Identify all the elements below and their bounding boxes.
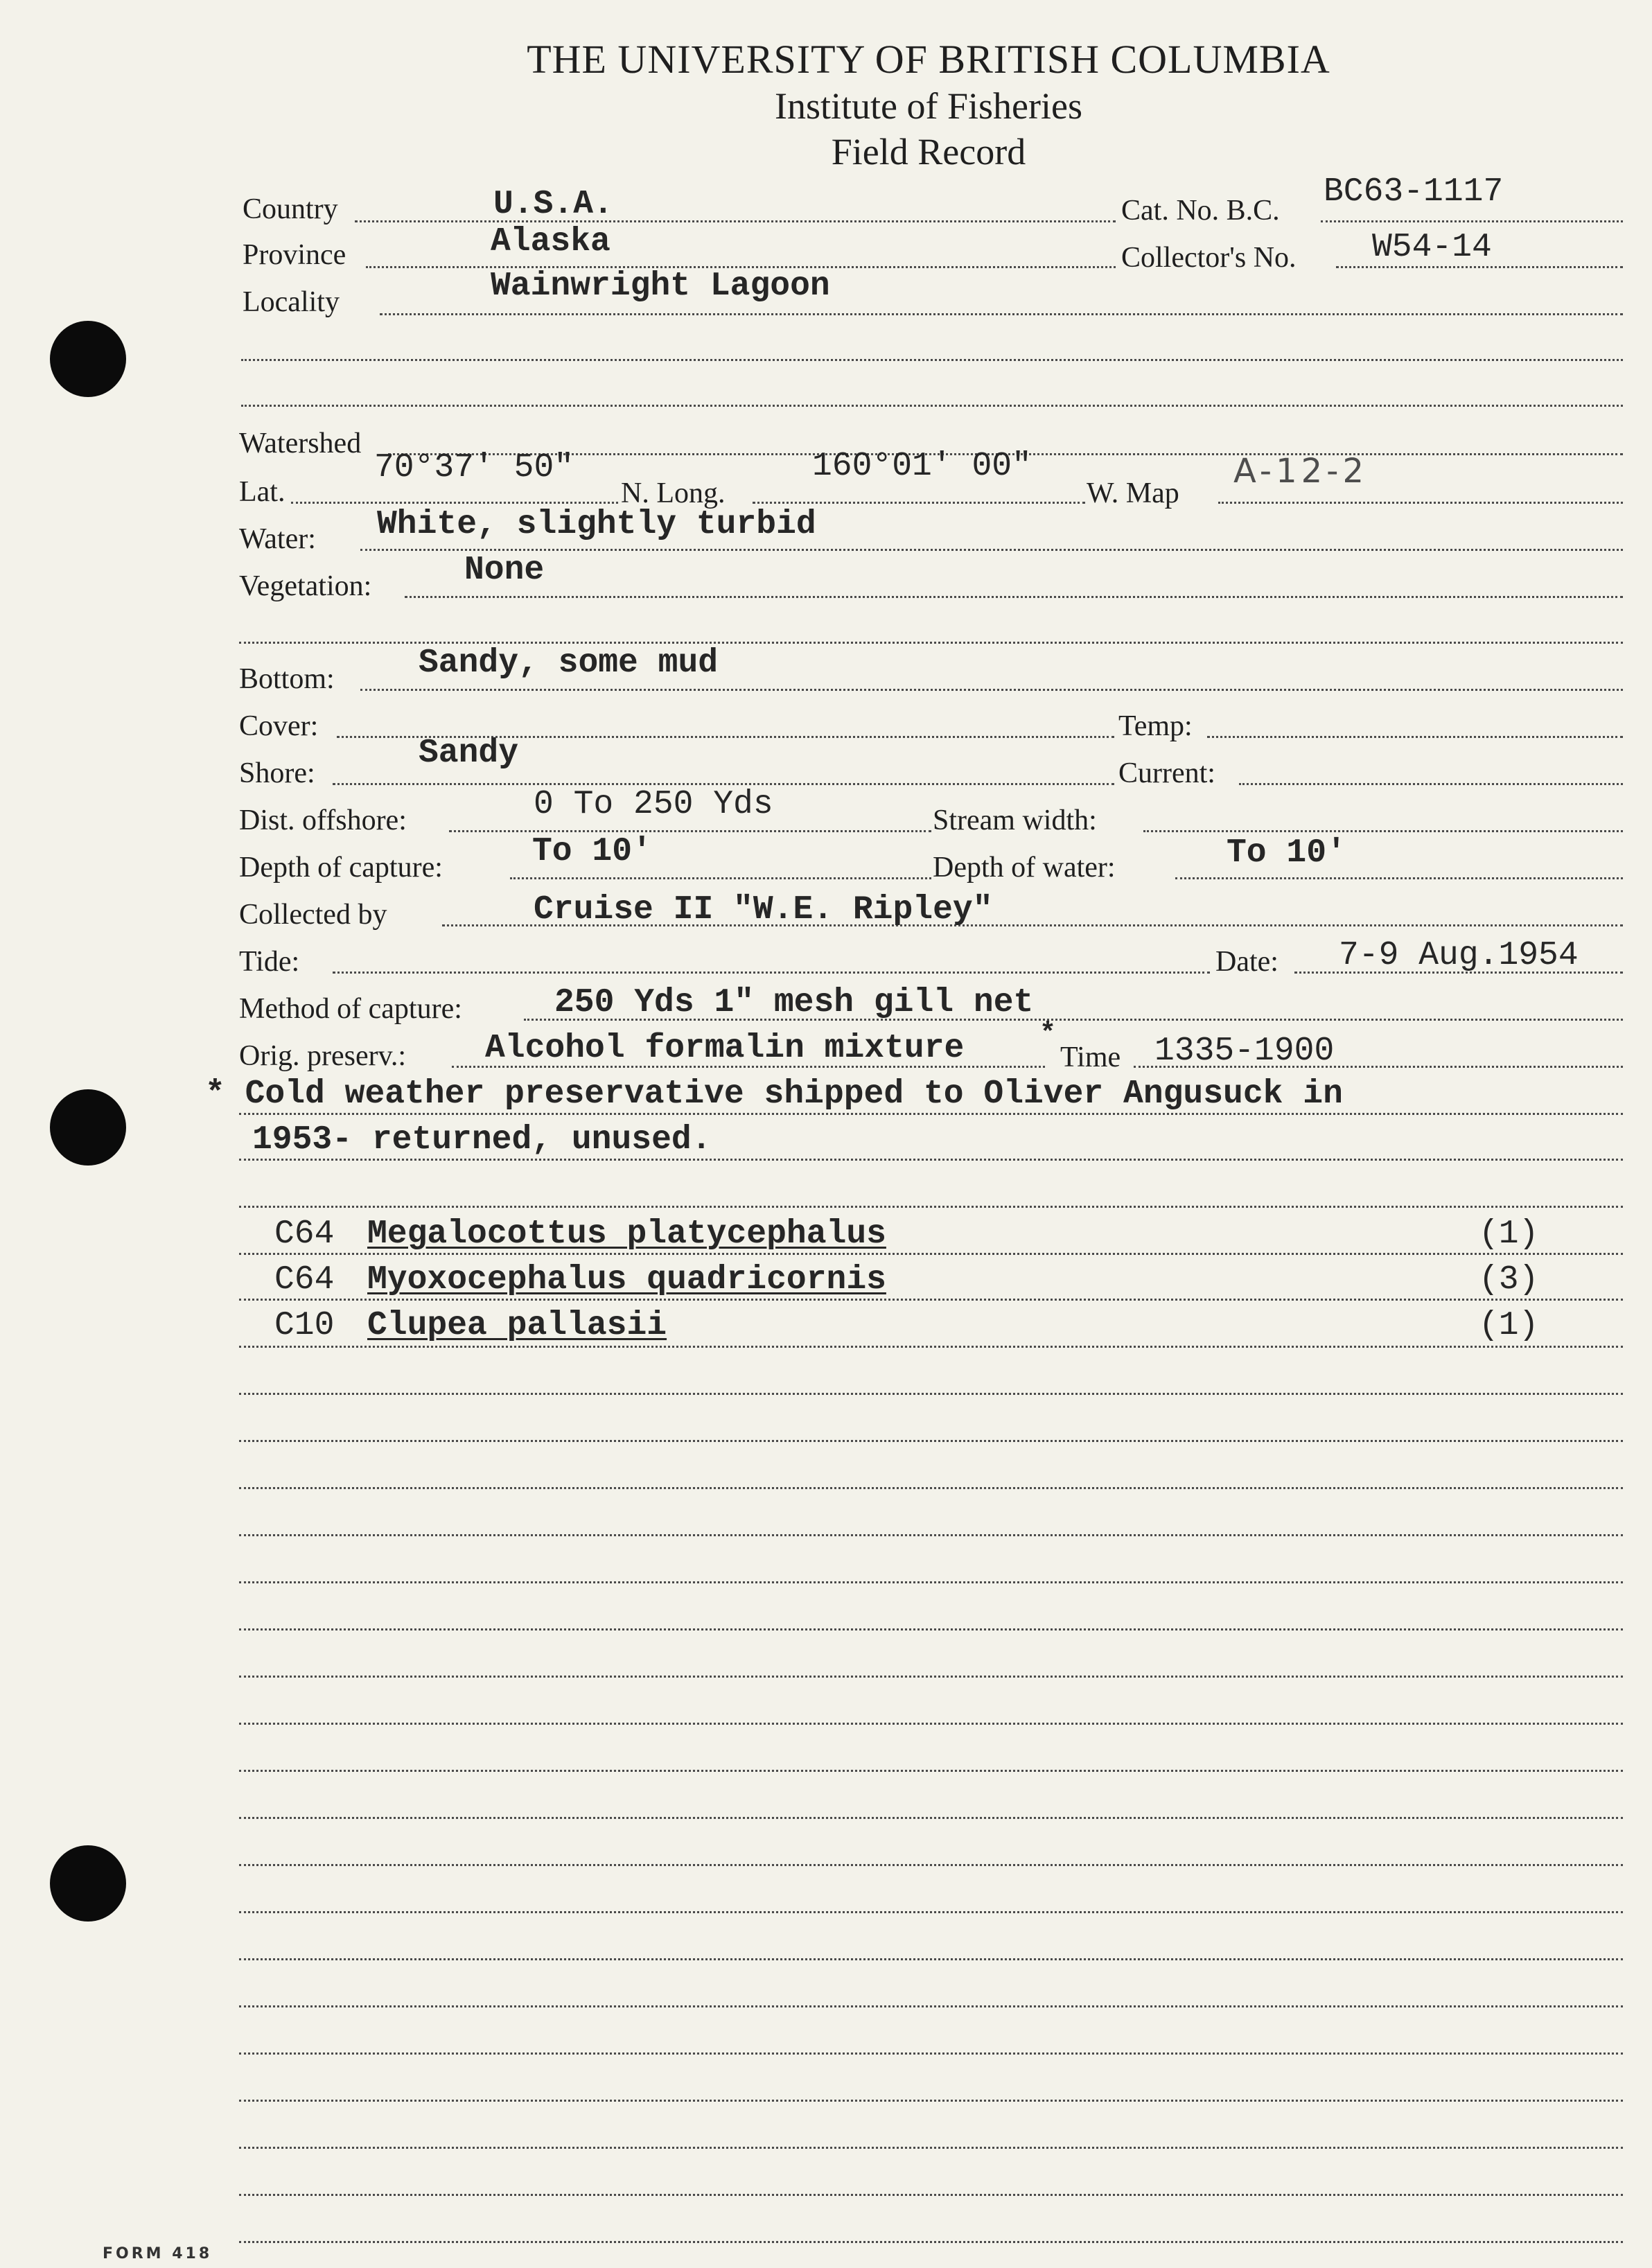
- collectors-no-rule: [1336, 266, 1623, 268]
- blank-rule-1: [239, 1206, 1623, 1208]
- species-2-count: (3): [1479, 1261, 1539, 1299]
- locality-value: Wainwright Lagoon: [491, 267, 830, 305]
- long-rule: [753, 502, 1085, 504]
- blank-rule: [239, 1534, 1623, 1536]
- blank-rule: [239, 2147, 1623, 2149]
- species-rule-1: [239, 1253, 1623, 1255]
- lat-rule: [291, 502, 618, 504]
- method-label: Method of capture:: [239, 993, 462, 1025]
- cover-label: Cover:: [239, 710, 319, 742]
- locality-rule: [380, 313, 1623, 315]
- shore-rule: [333, 783, 1114, 785]
- temp-label: Temp:: [1118, 710, 1193, 742]
- collectors-no-label: Collector's No.: [1121, 242, 1297, 274]
- depth-water-label: Depth of water:: [933, 852, 1116, 884]
- punch-hole-top: [50, 321, 126, 397]
- map-value: A-12-2: [1233, 452, 1369, 491]
- footnote-rule-2: [239, 1159, 1623, 1161]
- footnote-line-1: * Cold weather preservative shipped to Oliver Angusuck in: [205, 1075, 1343, 1113]
- watershed-label: Watershed: [239, 428, 362, 459]
- cat-no-label: Cat. No. B.C.: [1121, 195, 1280, 227]
- blank-rule: [239, 2100, 1623, 2102]
- orig-preserv-value: Alcohol formalin mixture: [485, 1030, 965, 1067]
- depth-capture-value: To 10': [532, 833, 652, 870]
- date-value: 7-9 Aug.1954: [1339, 937, 1579, 974]
- stream-width-rule: [1143, 830, 1623, 832]
- locality-rule-3: [241, 405, 1623, 407]
- lat-label: Lat.: [239, 476, 285, 508]
- blank-rule: [239, 2052, 1623, 2055]
- locality-label: Locality: [243, 286, 340, 318]
- blank-rule: [239, 1864, 1623, 1866]
- temp-rule: [1207, 736, 1623, 738]
- current-label: Current:: [1118, 757, 1215, 789]
- blank-rule: [239, 1581, 1623, 1583]
- blank-rule: [239, 1628, 1623, 1630]
- species-1-code: C64: [274, 1215, 335, 1253]
- species-rule-2: [239, 1299, 1623, 1301]
- blank-rule: [239, 1676, 1623, 1678]
- water-rule: [360, 549, 1623, 551]
- country-value: U.S.A.: [493, 186, 613, 223]
- bottom-label: Bottom:: [239, 663, 335, 695]
- vegetation-rule-2: [239, 642, 1623, 644]
- species-1-count: (1): [1479, 1215, 1539, 1253]
- date-label: Date:: [1215, 946, 1278, 978]
- blank-rule: [239, 2194, 1623, 2196]
- footnote-line-2: 1953- returned, unused.: [252, 1121, 712, 1159]
- dist-offshore-rule: [449, 830, 931, 832]
- depth-capture-rule: [510, 877, 931, 879]
- n-long-label: N. Long.: [621, 477, 726, 509]
- province-value: Alaska: [491, 223, 610, 261]
- vegetation-value: None: [464, 552, 545, 589]
- institution-title: THE UNIVERSITY OF BRITISH COLUMBIA: [527, 37, 1330, 82]
- blank-rule: [239, 1487, 1623, 1489]
- punch-hole-bottom: [50, 1845, 126, 1922]
- water-value: White, slightly turbid: [377, 506, 816, 543]
- blank-rule: [239, 1911, 1623, 1913]
- species-3-code: C10: [274, 1307, 335, 1344]
- collected-by-label: Collected by: [239, 899, 387, 931]
- vegetation-label: Vegetation:: [239, 570, 372, 602]
- blank-rule: [239, 1440, 1623, 1442]
- cat-no-value: BC63-1117: [1324, 173, 1504, 211]
- time-label: Time: [1060, 1041, 1121, 1073]
- species-2-code: C64: [274, 1261, 335, 1299]
- bottom-rule: [360, 689, 1623, 691]
- department-title: Institute of Fisheries: [775, 85, 1082, 127]
- long-value: 160°01' 00": [812, 448, 1032, 485]
- depth-water-value: To 10': [1227, 834, 1346, 872]
- dist-offshore-value: 0 To 250 Yds: [534, 786, 773, 823]
- method-value: 250 Yds 1" mesh gill net: [554, 984, 1034, 1021]
- depth-water-rule: [1175, 877, 1623, 879]
- punch-hole-middle: [50, 1089, 126, 1166]
- blank-rule: [239, 1958, 1623, 1960]
- time-value: 1335-1900: [1154, 1032, 1335, 1070]
- water-label: Water:: [239, 523, 316, 555]
- blank-rule: [239, 2005, 1623, 2007]
- blank-rule: [239, 1723, 1623, 1725]
- footnote-rule-1: [239, 1113, 1623, 1115]
- cat-no-rule: [1321, 220, 1623, 222]
- dist-offshore-label: Dist. offshore:: [239, 805, 407, 836]
- map-rule: [1218, 502, 1623, 504]
- country-rule: [355, 220, 1116, 222]
- orig-preserv-label: Orig. preserv.:: [239, 1040, 407, 1072]
- blank-rule: [239, 1393, 1623, 1395]
- shore-value: Sandy: [419, 735, 519, 772]
- species-3-name: Clupea pallasii: [367, 1307, 667, 1344]
- current-rule: [1239, 783, 1623, 785]
- species-rule-3: [239, 1346, 1623, 1348]
- species-2-name: Myoxocephalus quadricornis: [367, 1261, 886, 1299]
- w-map-label: W. Map: [1087, 477, 1179, 509]
- collected-by-value: Cruise II "W.E. Ripley": [534, 891, 993, 929]
- depth-capture-label: Depth of capture:: [239, 852, 443, 884]
- lat-value: 70°37' 50": [374, 449, 574, 486]
- stream-width-label: Stream width:: [933, 805, 1097, 836]
- record-type-title: Field Record: [831, 131, 1026, 173]
- province-label: Province: [243, 239, 346, 271]
- country-label: Country: [243, 193, 338, 225]
- form-code: FORM 418: [103, 2245, 213, 2262]
- collectors-no-value: W54-14: [1372, 229, 1492, 266]
- tide-rule: [333, 972, 1210, 974]
- shore-label: Shore:: [239, 757, 315, 789]
- asterisk-mark: *: [1039, 1019, 1057, 1050]
- blank-rule: [239, 2241, 1623, 2243]
- species-3-count: (1): [1479, 1307, 1539, 1344]
- blank-rule: [239, 1770, 1623, 1772]
- bottom-value: Sandy, some mud: [419, 644, 719, 682]
- vegetation-rule: [405, 596, 1623, 598]
- species-1-name: Megalocottus platycephalus: [367, 1215, 886, 1253]
- locality-rule-2: [241, 359, 1623, 361]
- tide-label: Tide:: [239, 946, 300, 978]
- blank-rule: [239, 1817, 1623, 1819]
